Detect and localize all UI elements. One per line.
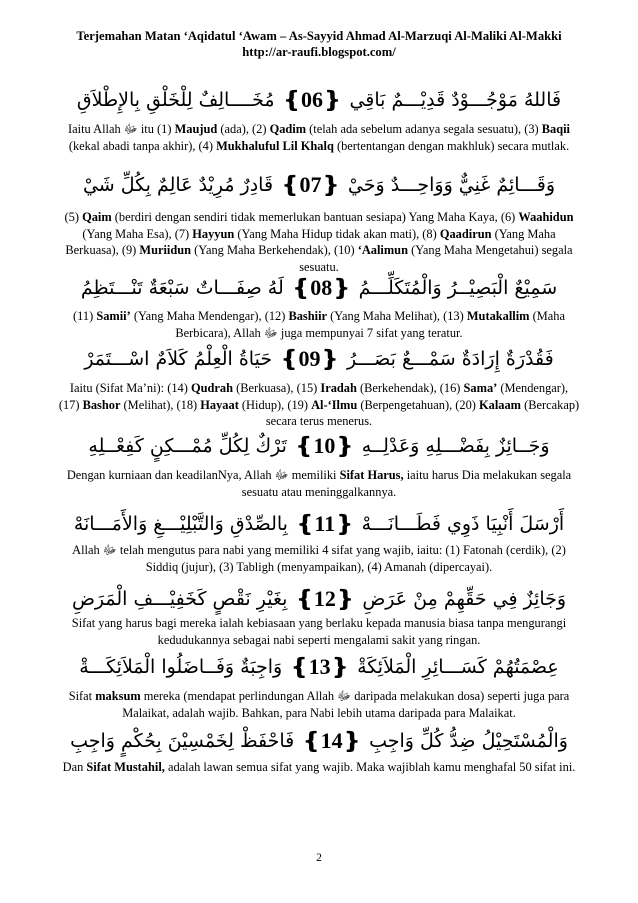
verse-first-hemistich: وَجَــائِزٌ بِفَضْـــلِهِ وَعَدْلِــهِ <box>361 435 550 457</box>
translation-text: (Hidup), (19) <box>238 397 312 412</box>
verse-translation <box>58 615 580 648</box>
arabic-verse-line <box>60 271 578 305</box>
verse-number: ❴09❵ <box>280 346 339 371</box>
verse-number-value: 14 <box>320 728 343 753</box>
translation-term: Iradah <box>320 381 357 395</box>
translation-text: mereka (mendapat perlindungan Allah ﷻ daripada melakukan dosa) seperti juga para Malaikat, adalah wajib. Bahkan, para Nabi lebih utama daripada para Malaikat. <box>122 689 570 720</box>
translation-text: (Mendengar), (17) <box>58 381 569 412</box>
verse-number: ❴07❵ <box>281 172 340 197</box>
translation-text: Iaitu (Sifat Ma’ni): (14) <box>69 381 191 395</box>
translation-term: Mukhaluful Lil Khalq <box>216 138 334 153</box>
verse-first-hemistich: فَاللهُ مَوْجُـــوْدٌ قَدِيْـــمٌ بَاقِي <box>349 89 562 111</box>
translation-text: (Berkuasa), (15) <box>232 381 321 395</box>
translation-text: (Yang Maha Mengetahui) segala sesuatu. <box>299 243 573 274</box>
translation-text: (ada), (2) <box>217 122 270 136</box>
translation-text: (Berkehendak), (16) <box>356 381 464 395</box>
translation-term: ‘Aalimun <box>357 243 408 257</box>
verse-first-hemistich: وَجَائِزٌ فِي حَقِّهِمْ مِنْ عَرَضِ <box>362 588 567 610</box>
translation-term: Maujud <box>174 122 218 136</box>
arabic-verse-line <box>60 168 578 202</box>
arabic-verse-line <box>60 724 578 758</box>
verse-number: ❴14❵ <box>302 728 362 753</box>
translation-term: Sama’ <box>463 381 498 395</box>
translation-term: Sifat Mustahil, <box>86 760 165 774</box>
translation-text: Allah ﷻ telah mengutus para nabi yang memiliki 4 sifat yang wajib, iaitu: (1) Fatonah (cerdik), (2) Siddiq (jujur), (3) Tabligh (menyampaikan), (4) Amanah (dipercayai). <box>72 543 566 574</box>
translation-term: Hayyun <box>192 226 235 241</box>
verse-second-hemistich: وَاجِبَةٌ وَفَــاضَلُوا الْمَلاَئِكَـــةْ <box>79 656 283 678</box>
page-header-url: http://ar-raufi.blogspot.com/ <box>242 45 396 59</box>
verse-first-hemistich: أَرْسَلَ أَنْبِيَا ذَوِي فَطَـــانَـــهْ <box>361 513 565 535</box>
verse-number: ❴06❵ <box>282 87 342 112</box>
arabic-verse-line <box>60 507 578 541</box>
translation-term: Kalaam <box>479 397 522 412</box>
translation-text: adalah lawan semua sifat yang wajib. Maka wajiblah kamu menghafal 50 sifat ini. <box>164 760 576 774</box>
translation-text: Sifat yang harus bagi mereka ialah kebiasaan yang berlaku kepada manusia biasa tanpa mengurangi kedudukannya sebagai nabi seperti mengalami sakit yang ringan. <box>71 616 567 647</box>
translation-term: Sifat Harus, <box>339 468 404 482</box>
verse-number-value: 07 <box>299 172 322 197</box>
translation-text: (Maha Berbicara), Allah ﷻ juga mempunyai 7 sifat yang teratur. <box>175 309 565 340</box>
translation-text: (Yang Maha Berkuasa), (9) <box>65 226 556 257</box>
verse-number-value: 06 <box>301 87 323 112</box>
translation-term: Muriidun <box>139 243 192 257</box>
verse-translation <box>58 209 580 275</box>
translation-text: (Yang Maha Berkehendak), (10) <box>191 243 358 257</box>
verse-second-hemistich: مُخَــــالِفٌ لِلْخَلْقِ بِالإِطْلاَقِ <box>76 89 275 111</box>
verse-number-value: 13 <box>308 654 331 679</box>
verse-number-value: 11 <box>314 511 336 536</box>
translation-term: Mutakallim <box>466 309 530 323</box>
translation-text: Dan <box>62 760 87 774</box>
verse-number: ❴10❵ <box>294 433 354 458</box>
verse-number-value: 08 <box>310 275 333 300</box>
arabic-verse-line <box>60 650 578 684</box>
arabic-verse-line <box>60 429 578 463</box>
translation-term: Al-‘Ilmu <box>311 397 358 412</box>
verse-number: ❴11❵ <box>295 511 354 536</box>
translation-text: Dengan kurniaan dan keadilanNya, Allah ﷻ memiliki <box>66 468 340 482</box>
verse-number-value: 09 <box>298 346 321 371</box>
verse-translation <box>58 308 580 341</box>
translation-term: Qudrah <box>190 381 233 395</box>
verse-translation <box>58 542 580 575</box>
translation-term: Baqii <box>541 122 570 136</box>
verse-second-hemistich: تَرْكٌ لِكُلِّ مُمْـــكِنٍ كَفِعْــلِهِ <box>88 435 287 457</box>
verse-number-value: 10 <box>313 433 336 458</box>
translation-text: (Yang Maha Mendengar), (12) <box>130 309 289 323</box>
translation-text: (bertentangan dengan makhluk) secara mutlak. <box>333 138 570 153</box>
verse-first-hemistich: وَالْمُسْتَحِيْلُ ضِدُّ كُلِّ وَاجِبِ <box>369 730 568 752</box>
verse-number: ❴08❵ <box>291 275 351 300</box>
translation-term: Waahidun <box>518 210 574 224</box>
translation-text: Iaitu Allah ﷻ itu (1) <box>68 122 175 136</box>
verse-first-hemistich: عِصْمَتُهُمْ كَسَـــائِرِ الْمَلاَئِكَةْ <box>357 656 559 678</box>
translation-text: (Yang Maha Esa), (7) <box>82 226 193 241</box>
verse-translation <box>58 467 580 500</box>
verse-translation <box>58 688 580 721</box>
verse-second-hemistich: قَادِرٌ مُرِيْدٌ عَالِمٌ بِكُلِّ شَيْ <box>82 174 274 196</box>
verse-second-hemistich: حَيَاةُ الْعِلْمُ كَلاَمٌ اسْـــتَمَرْ <box>84 348 273 370</box>
verse-translation <box>58 759 580 776</box>
page-header-title: Terjemahan Matan ‘Aqidatul ‘Awam – As-Sayyid Ahmad Al-Marzuqi Al-Maliki Al-Makki <box>76 29 562 43</box>
translation-text: (11) <box>73 309 97 323</box>
page-number: 2 <box>316 852 322 864</box>
translation-text: (5) <box>64 210 83 224</box>
translation-text: (Melihat), (18) <box>120 397 201 412</box>
verse-number: ❴13❵ <box>290 654 350 679</box>
verse-second-hemistich: بِالصِّدْقِ وَالتَّبْلِيْـــغِ وَالأَمَـــانَهْ <box>73 513 288 535</box>
translation-text: (telah ada sebelum adanya segala sesuatu), (3) <box>306 122 542 136</box>
verse-second-hemistich: بِغَيْرِ نَقْصٍ كَخَفِيْـــفِ الْمَرَضِ <box>71 588 288 610</box>
arabic-verse-line <box>60 83 578 117</box>
translation-term: Bashiir <box>288 309 328 323</box>
verse-first-hemistich: وَقَـــائِمٌ غَنِيٌّ وَوَاحِـــدٌ وَحَيْ <box>347 174 556 196</box>
arabic-verse-line <box>60 342 578 376</box>
translation-term: maksum <box>95 689 141 703</box>
translation-term: Samii’ <box>96 309 131 323</box>
translation-text: (Bercakap) secara terus menerus. <box>265 397 580 428</box>
verse-second-hemistich: فَاحْفَظْ لِخَمْسِيْنَ بِحُكْمٍ وَاجِبِ <box>70 730 295 752</box>
translation-term: Hayaat <box>200 397 239 412</box>
translation-term: Bashor <box>82 397 121 412</box>
translation-term: Qaadirun <box>439 226 492 241</box>
translation-text: (Berpengetahuan), (20) <box>357 397 480 412</box>
translation-text: Sifat <box>68 689 96 703</box>
translation-text: (berdiri dengan sendiri tidak memerlukan bantuan sesiapa) Yang Maha Kaya, (6) <box>111 210 519 224</box>
translation-text: (kekal abadi tanpa akhir), (4) <box>68 138 217 153</box>
verse-second-hemistich: لَهُ صِفَـــاتٌ سَبْعَةٌ تَنْـــتَظِمُ <box>80 277 284 299</box>
verse-translation <box>58 121 580 154</box>
verse-first-hemistich: فَقُدْرَةٌ إِرَادَةٌ سَمْـــعٌ بَصَـــرُ <box>346 348 554 370</box>
translation-text: iaitu harus Dia melakukan segala sesuatu atau meninggalkannya. <box>241 468 572 499</box>
translation-text: (Yang Maha Hidup tidak akan mati), (8) <box>234 226 440 241</box>
arabic-verse-line <box>60 582 578 616</box>
verse-number-value: 12 <box>313 586 336 611</box>
verse-translation <box>58 380 580 430</box>
verse-number: ❴12❵ <box>295 586 355 611</box>
translation-text: (Yang Maha Melihat), (13) <box>327 309 467 323</box>
translation-term: Qaim <box>82 210 112 224</box>
verse-first-hemistich: سَمِيْعٌ الْبَصِيْــرُ وَالْمُتَكَلِّـــمُ <box>358 277 558 299</box>
translation-term: Qadim <box>269 122 307 136</box>
